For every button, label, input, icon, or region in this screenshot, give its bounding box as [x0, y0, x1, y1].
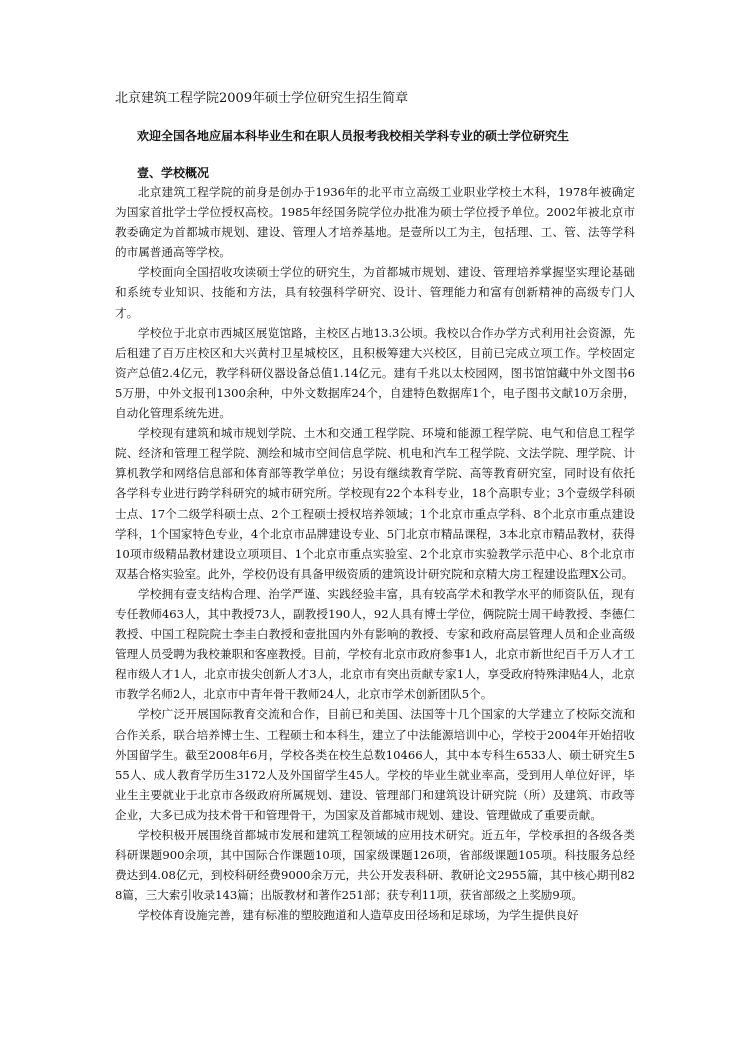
paragraph-international: 学校广泛开展国际教育交流和合作，目前已和美国、法国等十几个国家的大学建立了校际交流和合作关系，联合培养博士生、工程硕士和本科生，建立了中法能源培训中心，学校于2004年开始招收外国留学生。截至2008年6月，学校各类在校生总数10466人，其中本专科生6533人、硕士研究生555人、成人教育学历生3172人及外国留学生45人。学校的毕业生就业率高，受到用人单位好评，毕业生主要就业于北京市各级政府所属规划、建设、管理部门和建筑设计研究院（所）及建筑、市政等企业，大多已成为技术骨干和管理骨干，为国家及首都城市规划、建设、管理做成了重要贡献。: [115, 707, 635, 822]
paragraph-departments: 学校现有建筑和城市规划学院、土木和交通工程学院、环境和能源工程学院、电气和信息工程学院、经济和管理工程学院、测绘和城市空间信息学院、机电和汽车工程学院、文法学院、理学院、计算机教学和网络信息部和体育部等教学单位；另设有继续教育学院、高等教育研究室，同时设有依托各学科专业进行跨学科研究的城市研究所。学校现有22个本科专业，18个高职专业；3个壹级学科硕士点、17个二级学科硕士点、2个工程硕士授权培养领域；1个北京市重点学科、8个北京市重点建设学科，1个国家特色专业，4个北京市品牌建设专业、5门北京市精品课程，3本北京市精品教材，获得10项市级精品教材建设立项项目、1个北京市重点实验室、2个北京市实验教学示范中心、8个北京市双基合格实验室。此外，学校仍设有具备甲级资质的建筑设计研究院和京精大房工程建设监理X公司。: [115, 426, 635, 581]
paragraph-campus: 学校位于北京市西城区展览馆路，主校区占地13.3公顷。我校以合作办学方式利用社会资源，先后租建了百万庄校区和大兴黄村卫星城校区，且积极筹建大兴校区，目前已完成立项工作。学校固定资产总值2.4亿元，教学科研仪器设备总值1.14亿元。建有千兆以太校园网，图书馆馆藏中外文图书65万册，中外文报刊1300余种，中外文数据库24个，自建特色数据库1个，电子图书文献10万余册，自动化管理系统先进。: [115, 325, 635, 421]
paragraph-mission: 学校面向全国招收攻读硕士学位的研究生，为首都城市规划、建设、管理培养掌握坚实理论基础和系统专业知识、技能和方法，具有较强科学研究、设计、管理能力和富有创新精神的高级专门人才。: [115, 265, 635, 320]
paragraph-sports: 学校体育设施完善，建有标准的塑胶跑道和人造草皮田径场和足球场，为学生提供良好: [138, 908, 579, 923]
paragraph-research: 学校积极开展围绕首都城市发展和建筑工程领域的应用技术研究。近五年，学校承担的各级各类科研课题900余项，其中国际合作课题10项，国家级课题126项，省部级课题105项。科技服务总经费达到4.08亿元，到校科研经费9000余万元，共公开发表科研、教研论文2955篇，其中核心期刊828篇，三大索引收录143篇；出版教材和著作251部；获专利11项，获省部级之上奖励9项。: [115, 828, 635, 903]
paragraph-faculty: 学校拥有壹支结构合理、治学严谨、实践经验丰富，具有较高学术和教学水平的师资队伍，现有专任教师463人，其中教授73人，副教授190人，92人具有博士学位，俩院院士周干峙教授、李德仁教授、中国工程院院士李圭白教授和壹批国内外有影响的教授、专家和政府高层管理人员和企业高级管理人员受聘为我校兼职和客座教授。目前，学校有北京市政府参事1人，北京市新世纪百千万人才工程市级人才1人，北京市拔尖创新人才3人，北京市有突出贡献专家1人，享受政府特殊津贴4人，北京市教学名师2人，北京市中青年骨干教师24人，北京市学术创新团队5个。: [115, 586, 635, 702]
document-title: 北京建筑工程学院2009年硕士学位研究生招生简章: [115, 91, 409, 106]
document-body: [115, 182, 635, 925]
document-subtitle: 欢迎全国各地应届本科毕业生和在职人员报考我校相关学科专业的硕士学位研究生: [137, 129, 570, 143]
paragraph-history: 北京建筑工程学院的前身是创办于1936年的北平市立高级工业职业学校土木科，1978年被确定为国家首批学士学位授权高校。1985年经国务院学位办批准为硕士学位授予单位。2002年被北京市教委确定为首都城市规划、建设、管理人才培养基地。是壹所以工为主，包括理、工、管、法等学科的市属普通高等学校。: [115, 185, 635, 260]
section-heading-school-overview: 壹、学校概况: [137, 166, 210, 180]
